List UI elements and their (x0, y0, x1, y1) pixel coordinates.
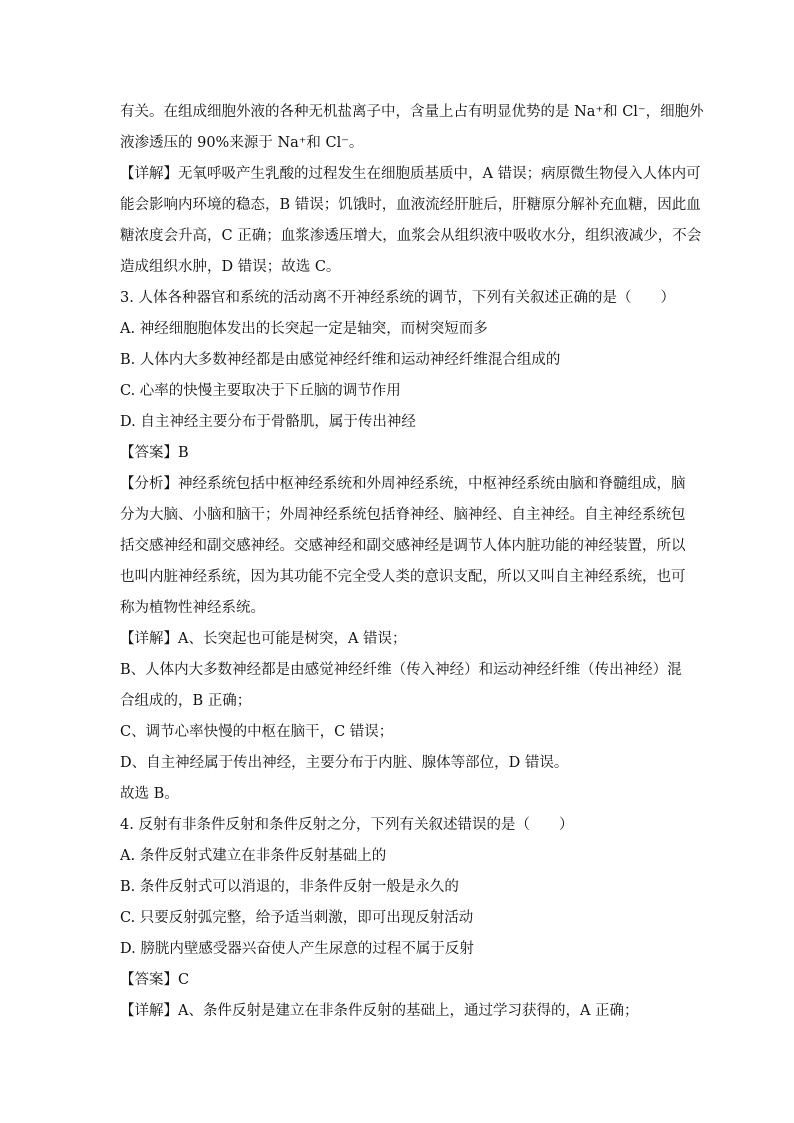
question-4-option-b: B. 条件反射式可以消退的，非条件反射一般是永久的 (120, 879, 459, 895)
question-4-option-d: D. 膀胱内壁感受器兴奋使人产生尿意的过程不属于反射 (120, 941, 474, 957)
question-3-option-d: D. 自主神经主要分布于骨骼肌，属于传出神经 (120, 414, 416, 430)
question-3-answer: 【答案】B (120, 445, 189, 461)
text-line: 造成组织水肿，D 错误；故选 C。 (120, 259, 341, 275)
text-line: 糖浓度会升高，C 正确；血浆渗透压增大，血浆会从组织液中吸收水分，组织液减少，不会 (120, 228, 702, 244)
text-line: 液渗透压的 90%来源于 Na⁺和 Cl⁻。 (120, 135, 364, 151)
question-4-option-c: C. 只要反射弧完整，给予适当刺激，即可出现反射活动 (120, 910, 474, 926)
text-line: 【详解】A、条件反射是建立在非条件反射的基础上，通过学习获得的，A 正确； (120, 1003, 639, 1019)
text-line: 称为植物性神经系统。 (120, 600, 265, 616)
text-line: 合组成的，B 正确； (120, 693, 252, 709)
text-line: 能会影响内环境的稳态，B 错误；饥饿时，血液流经肝脏后，肝糖原分解补充血糖，因此血 (120, 197, 701, 213)
question-3-option-c: C. 心率的快慢主要取决于下丘脑的调节作用 (120, 383, 401, 399)
question-4-answer: 【答案】C (120, 972, 190, 988)
text-line: 分为大脑、小脑和脑干；外周神经系统包括脊神经、脑神经、自主神经。自主神经系统包 (120, 507, 686, 523)
question-4-stem: 4. 反射有非条件反射和条件反射之分，下列有关叙述错误的是（ ） (120, 817, 574, 833)
question-3-stem: 3. 人体各种器官和系统的活动离不开神经系统的调节，下列有关叙述正确的是（ ） (120, 290, 675, 306)
question-3-option-a: A. 神经细胞胞体发出的长突起一定是轴突，而树突短而多 (120, 321, 488, 337)
text-line: 【分析】神经系统包括中枢神经系统和外周神经系统，中枢神经系统由脑和脊髓组成，脑 (120, 476, 686, 492)
text-line: 括交感神经和副交感神经。交感神经和副交感神经是调节人体内脏功能的神经装置，所以 (120, 538, 686, 554)
text-line: B、人体内大多数神经都是由感觉神经纤维（传入神经）和运动神经纤维（传出神经）混 (120, 662, 682, 678)
text-line: D、自主神经属于传出神经，主要分布于内脏、腺体等部位，D 错误。 (120, 755, 569, 771)
text-line: 【详解】无氧呼吸产生乳酸的过程发生在细胞质基质中，A 错误；病原微生物侵入人体内可 (120, 166, 701, 182)
question-4-option-a: A. 条件反射式建立在非条件反射基础上的 (120, 848, 387, 864)
text-line: C、调节心率快慢的中枢在脑干，C 错误； (120, 724, 394, 740)
text-line: 也叫内脏神经系统，因为其功能不完全受人类的意识支配，所以又叫自主神经系统，也可 (120, 569, 686, 585)
text-line: 有关。在组成细胞外液的各种无机盐离子中，含量上占有明显优势的是 Na⁺和 Cl⁻，细胞外 (120, 104, 704, 120)
text-line: 故选 B。 (120, 786, 179, 802)
question-3-option-b: B. 人体内大多数神经都是由感觉神经纤维和运动神经纤维混合组成的 (120, 352, 561, 368)
text-line: 【详解】A、长突起也可能是树突，A 错误； (120, 631, 407, 647)
